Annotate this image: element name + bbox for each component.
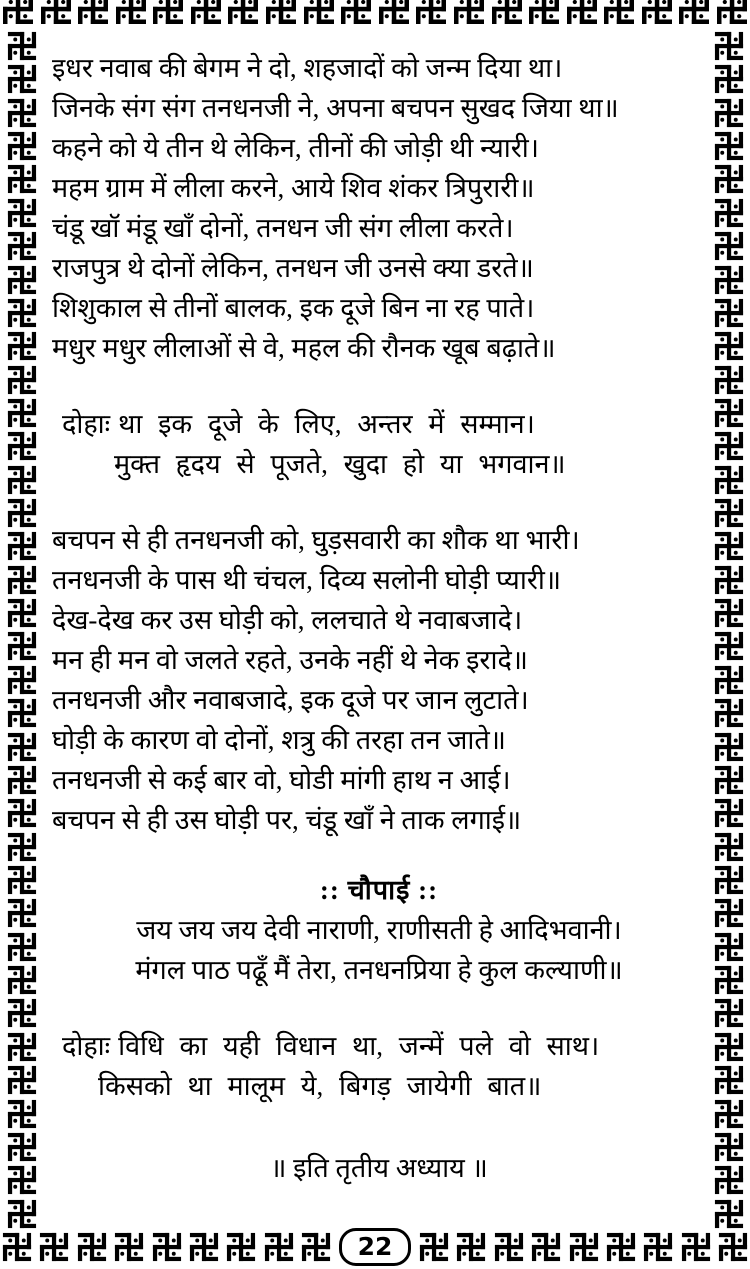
verse-line: तनधनजी और नवाबजादे, इक दूजे पर जान लुटाते। bbox=[52, 685, 529, 715]
swastika-icon bbox=[7, 431, 37, 461]
swastika-icon bbox=[40, 0, 72, 25]
border-top bbox=[0, 0, 750, 25]
swastika-icon bbox=[7, 498, 37, 528]
swastika-icon bbox=[7, 765, 37, 795]
swastika-icon bbox=[714, 398, 744, 428]
verse-line: तनधनजी के पास थी चंचल, दिव्य सलोनी घोड़ी प्यारी॥ bbox=[52, 565, 562, 595]
swastika-icon bbox=[378, 0, 410, 25]
verse-line: महम ग्राम में लीला करने, आये शिव शंकर त्रिपुरारी॥ bbox=[52, 173, 535, 203]
chapter-end-line: ॥ इति तृतीय अध्याय ॥ bbox=[270, 1153, 488, 1183]
swastika-icon bbox=[714, 64, 744, 94]
verse-line: कहने को ये तीन थे लेकिन, तीनों की जोड़ी थी न्यारी। bbox=[52, 133, 540, 163]
swastika-icon bbox=[7, 531, 37, 561]
swastika-icon bbox=[415, 0, 447, 25]
swastika-icon bbox=[7, 998, 37, 1028]
swastika-icon bbox=[714, 365, 744, 395]
swastika-icon bbox=[453, 0, 485, 25]
swastika-icon bbox=[39, 1232, 69, 1262]
swastika-icon bbox=[714, 431, 744, 461]
swastika-icon bbox=[303, 0, 335, 25]
swastika-icon bbox=[190, 0, 222, 25]
swastika-icon bbox=[340, 0, 372, 25]
swastika-icon bbox=[7, 298, 37, 328]
swastika-icon bbox=[7, 732, 37, 762]
swastika-icon bbox=[714, 865, 744, 895]
swastika-icon bbox=[7, 665, 37, 695]
swastika-icon bbox=[714, 164, 744, 194]
swastika-icon bbox=[714, 331, 744, 361]
doha-2 bbox=[62, 1026, 706, 1106]
doha-label: दोहाः bbox=[62, 409, 111, 439]
verse-line: मधुर मधुर लीलाओं से वे, महल की रौनक खूब बढ़ाते॥ bbox=[52, 333, 556, 363]
swastika-icon bbox=[531, 1232, 561, 1262]
swastika-icon bbox=[681, 1232, 711, 1262]
swastika-icon bbox=[7, 898, 37, 928]
doha-line bbox=[62, 1026, 706, 1066]
border-left bbox=[7, 31, 37, 1229]
swastika-icon bbox=[714, 1199, 744, 1229]
swastika-icon bbox=[7, 965, 37, 995]
swastika-icon bbox=[226, 1232, 256, 1262]
swastika-icon bbox=[7, 64, 37, 94]
swastika-icon bbox=[528, 0, 560, 25]
verse-line: राजपुत्र थे दोनों लेकिन, तनधन जी उनसे क्या डरते॥ bbox=[52, 253, 534, 283]
doha-line: मुक्त हृदय से पूजते, खुदा हो या भगवान॥ bbox=[114, 449, 566, 479]
swastika-icon bbox=[491, 0, 523, 25]
swastika-icon bbox=[115, 0, 147, 25]
border-right bbox=[714, 31, 744, 1229]
verse-line: मंगल पाठ पढूँ मैं तेरा, तनधनप्रिया हे कुल कल्याणी॥ bbox=[135, 955, 623, 985]
swastika-icon bbox=[714, 598, 744, 628]
swastika-icon bbox=[714, 1099, 744, 1129]
swastika-icon bbox=[7, 698, 37, 728]
swastika-icon bbox=[152, 1232, 182, 1262]
swastika-icon bbox=[714, 1065, 744, 1095]
swastika-icon bbox=[714, 932, 744, 962]
swastika-icon bbox=[714, 298, 744, 328]
swastika-icon bbox=[7, 331, 37, 361]
swastika-icon bbox=[714, 665, 744, 695]
swastika-icon bbox=[606, 1232, 636, 1262]
doha-line: किसको था मालूम ये, बिगड़ जायेगी बात॥ bbox=[98, 1071, 542, 1101]
swastika-icon bbox=[7, 398, 37, 428]
swastika-icon bbox=[7, 98, 37, 128]
chaupai-verse bbox=[52, 910, 706, 990]
swastika-icon bbox=[714, 631, 744, 661]
swastika-icon bbox=[494, 1232, 524, 1262]
swastika-icon bbox=[714, 1132, 744, 1162]
swastika-icon bbox=[7, 131, 37, 161]
swastika-icon bbox=[714, 98, 744, 128]
swastika-icon bbox=[714, 131, 744, 161]
swastika-icon bbox=[714, 198, 744, 228]
swastika-icon bbox=[714, 531, 744, 561]
swastika-icon bbox=[7, 598, 37, 628]
swastika-icon bbox=[7, 1165, 37, 1195]
swastika-icon bbox=[678, 0, 710, 25]
swastika-icon bbox=[2, 0, 34, 25]
swastika-icon bbox=[714, 465, 744, 495]
swastika-icon bbox=[714, 1032, 744, 1062]
swastika-icon bbox=[7, 231, 37, 261]
verse-line: शिशुकाल से तीनों बालक, इक दूजे बिन ना रह पाते। bbox=[52, 293, 535, 323]
swastika-icon bbox=[456, 1232, 486, 1262]
verse-line: जिनके संग संग तनधनजी ने, अपना बचपन सुखद जिया था॥ bbox=[52, 93, 619, 123]
swastika-icon bbox=[7, 164, 37, 194]
swastika-icon bbox=[7, 1032, 37, 1062]
swastika-icon bbox=[603, 0, 635, 25]
swastika-icon bbox=[419, 1232, 449, 1262]
swastika-icon bbox=[714, 1165, 744, 1195]
swastika-icon bbox=[7, 865, 37, 895]
swastika-icon bbox=[714, 498, 744, 528]
page-number-badge: 22 bbox=[339, 1228, 411, 1266]
verse-line: जय जय जय देवी नाराणी, राणीसती हे आदिभवानी। bbox=[136, 915, 622, 945]
swastika-icon bbox=[7, 631, 37, 661]
doha-text: था इक दूजे के लिए, अन्तर में सम्मान। bbox=[118, 409, 535, 439]
swastika-icon bbox=[714, 832, 744, 862]
swastika-icon bbox=[7, 1132, 37, 1162]
border-bottom-left-group bbox=[2, 1232, 331, 1262]
swastika-icon bbox=[7, 1199, 37, 1229]
swastika-icon bbox=[718, 1232, 748, 1262]
swastika-icon bbox=[714, 265, 744, 295]
swastika-icon bbox=[2, 1232, 32, 1262]
verse-line: बचपन से ही उस घोड़ी पर, चंडू खाँ ने ताक लगाई॥ bbox=[52, 805, 522, 835]
swastika-icon bbox=[114, 1232, 144, 1262]
swastika-icon bbox=[569, 1232, 599, 1262]
doha-line bbox=[62, 404, 706, 444]
swastika-icon bbox=[566, 0, 598, 25]
swastika-icon bbox=[7, 798, 37, 828]
swastika-icon bbox=[714, 898, 744, 928]
doha-label: दोहाः bbox=[62, 1031, 111, 1061]
swastika-icon bbox=[714, 698, 744, 728]
border-bottom-right-group bbox=[419, 1232, 748, 1262]
chaupai-heading: :: चौपाई :: bbox=[319, 875, 439, 905]
swastika-icon bbox=[643, 1232, 673, 1262]
swastika-icon bbox=[7, 265, 37, 295]
verse-line: मन ही मन वो जलते रहते, उनके नहीं थे नेक इरादे॥ bbox=[52, 645, 528, 675]
swastika-icon bbox=[714, 998, 744, 1028]
verse-line: चंडू खॉ मंडू खाँ दोनों, तनधन जी संग लीला करते। bbox=[52, 213, 514, 243]
swastika-icon bbox=[301, 1232, 331, 1262]
verse-line: बचपन से ही तनधनजी को, घुड़सवारी का शौक था भारी। bbox=[52, 525, 580, 555]
swastika-icon bbox=[77, 0, 109, 25]
swastika-icon bbox=[714, 231, 744, 261]
swastika-icon bbox=[714, 732, 744, 762]
doha-text: विधि का यही विधान था, जन्में पले वो साथ। bbox=[118, 1031, 600, 1061]
verse-line: तनधनजी से कई बार वो, घोडी मांगी हाथ न आई। bbox=[52, 765, 511, 795]
swastika-icon bbox=[264, 1232, 294, 1262]
verse-line: इधर नवाब की बेगम ने दो, शहजादों को जन्म दिया था। bbox=[52, 53, 563, 83]
swastika-icon bbox=[7, 1099, 37, 1129]
swastika-icon bbox=[714, 565, 744, 595]
swastika-icon bbox=[7, 31, 37, 61]
swastika-icon bbox=[7, 465, 37, 495]
verse-text-area bbox=[52, 48, 706, 1188]
border-bottom bbox=[0, 1228, 750, 1266]
swastika-icon bbox=[716, 0, 748, 25]
swastika-icon bbox=[714, 765, 744, 795]
verse-line: घोड़ी के कारण वो दोनों, शत्रु की तरहा तन जाते॥ bbox=[52, 725, 506, 755]
stanza-1 bbox=[52, 48, 706, 368]
swastika-icon bbox=[7, 198, 37, 228]
swastika-icon bbox=[7, 565, 37, 595]
swastika-icon bbox=[7, 1065, 37, 1095]
swastika-icon bbox=[189, 1232, 219, 1262]
swastika-icon bbox=[641, 0, 673, 25]
swastika-icon bbox=[77, 1232, 107, 1262]
swastika-icon bbox=[714, 798, 744, 828]
swastika-icon bbox=[227, 0, 259, 25]
verse-line: देख-देख कर उस घोड़ी को, ललचाते थे नवाबजादे। bbox=[52, 605, 523, 635]
swastika-icon bbox=[7, 932, 37, 962]
stanza-2 bbox=[52, 520, 706, 840]
swastika-icon bbox=[7, 832, 37, 862]
doha-1 bbox=[62, 404, 706, 484]
swastika-icon bbox=[714, 965, 744, 995]
swastika-icon bbox=[152, 0, 184, 25]
swastika-icon bbox=[7, 365, 37, 395]
swastika-icon bbox=[714, 31, 744, 61]
swastika-icon bbox=[265, 0, 297, 25]
